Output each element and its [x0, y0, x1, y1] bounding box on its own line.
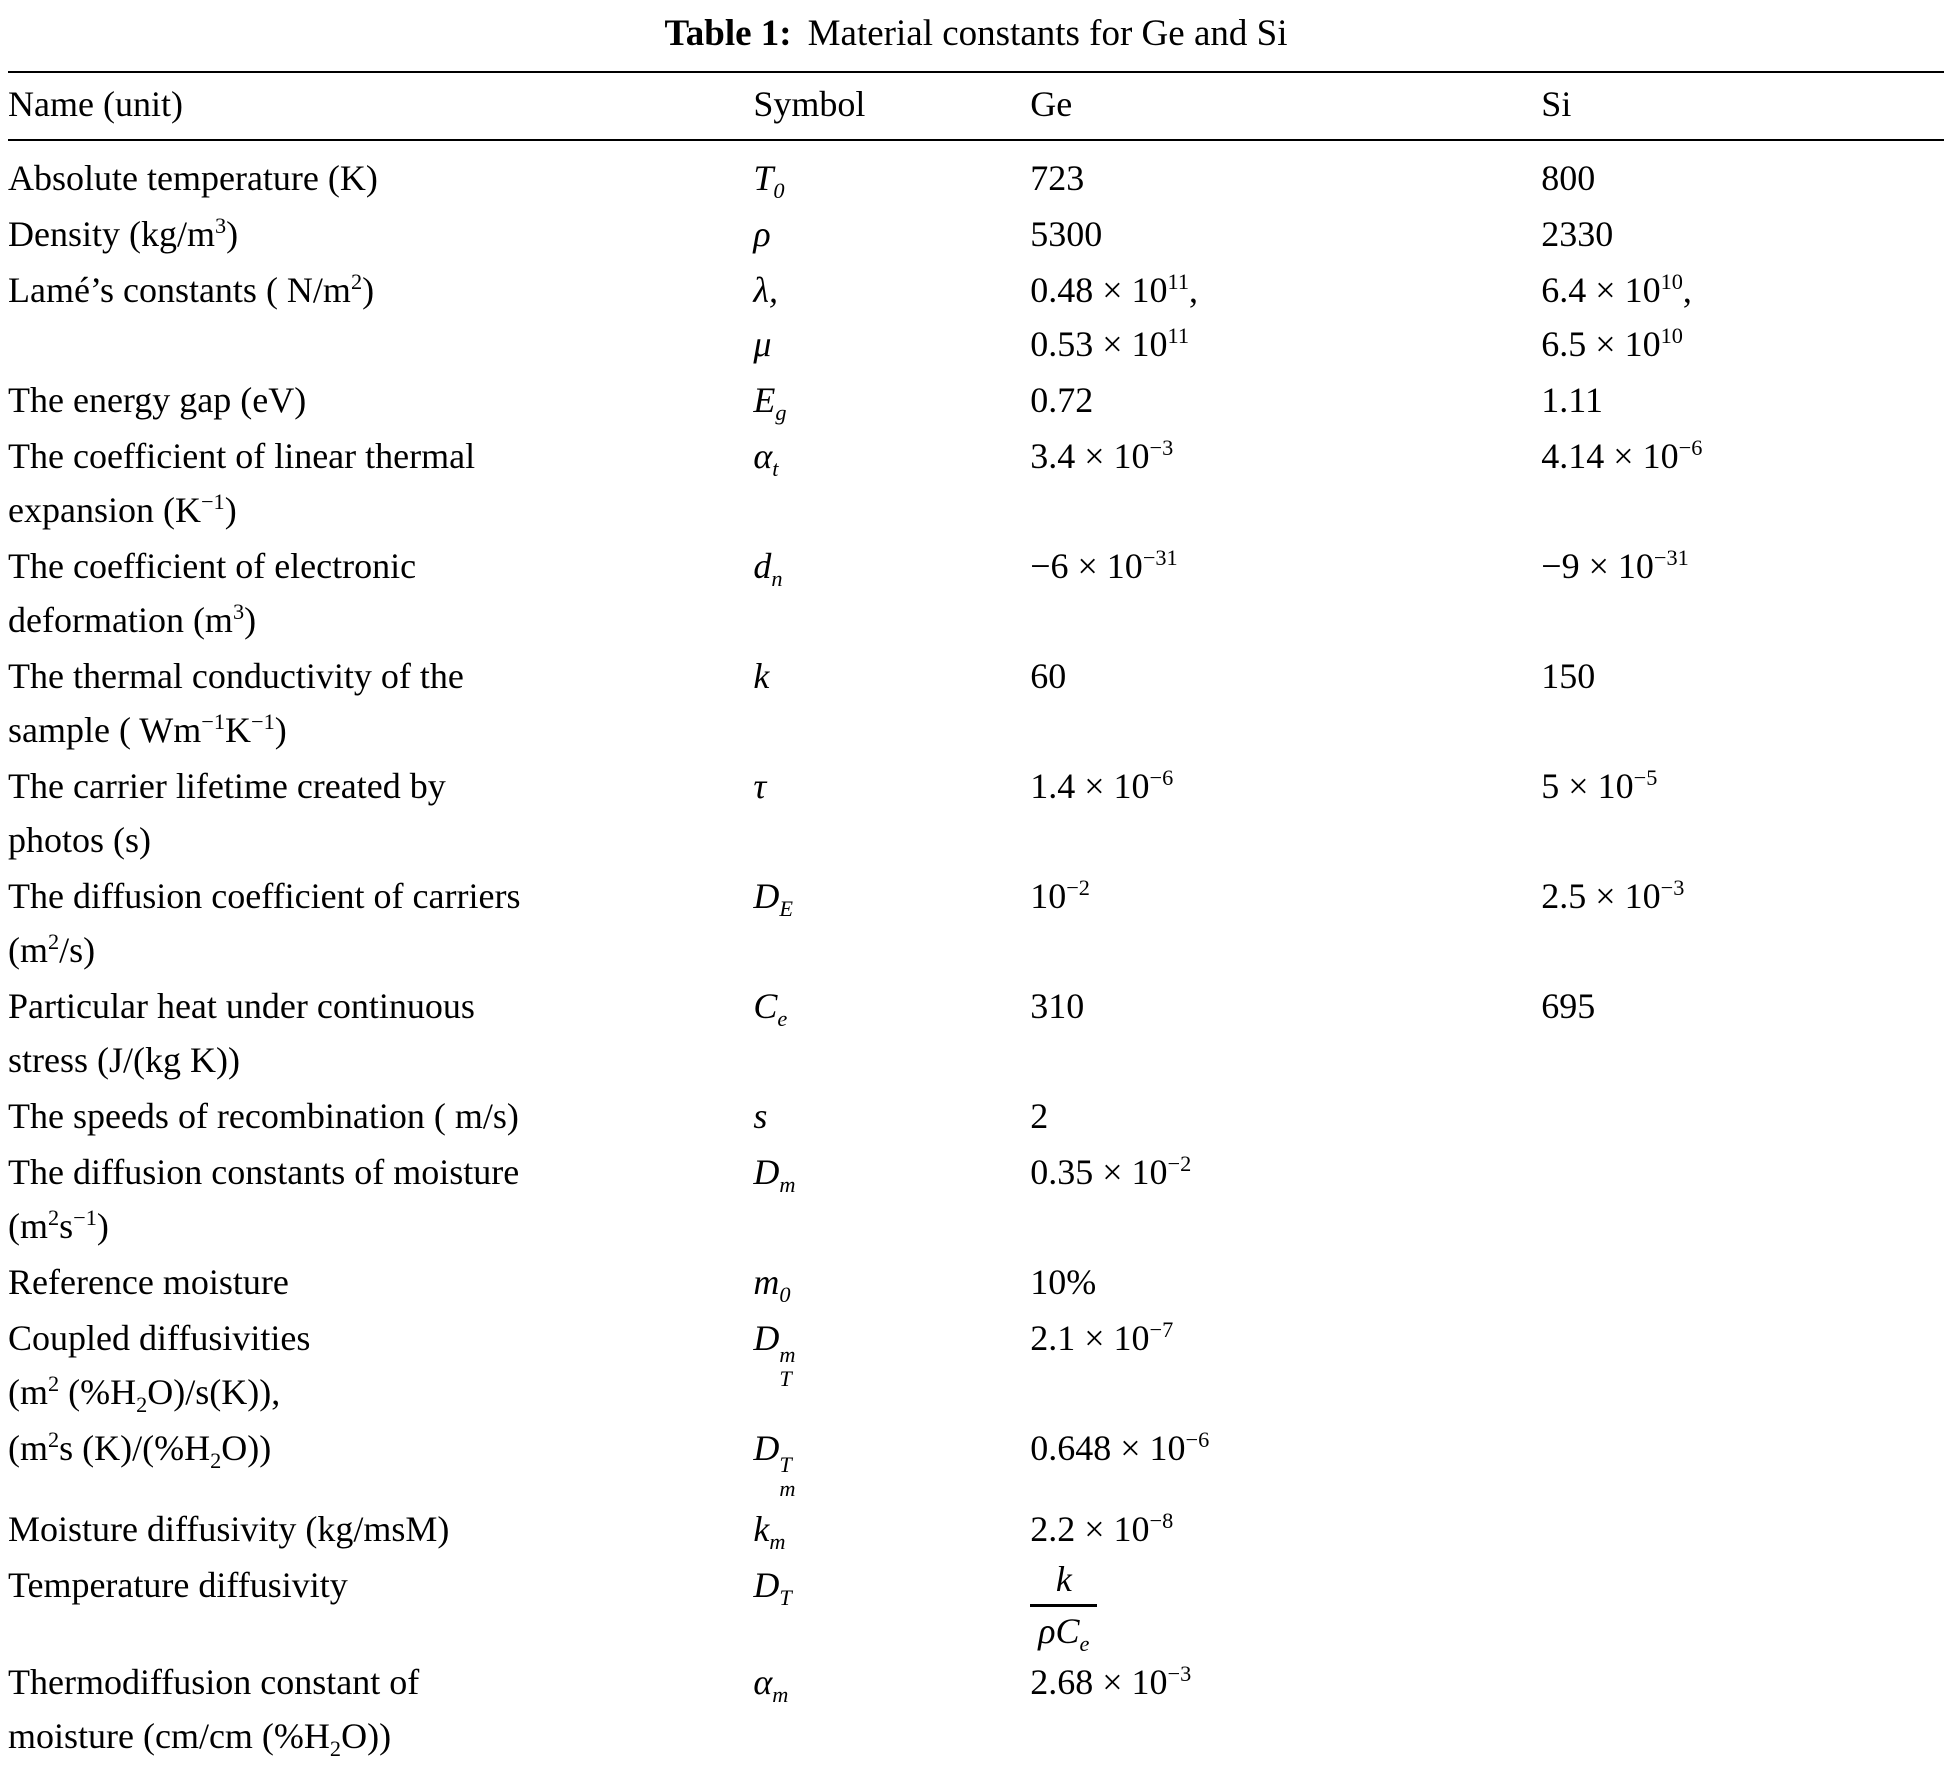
symbol-cell: $\alpha_m$ — [753, 1662, 789, 1708]
symbol-cell: $T_0$ — [753, 158, 785, 204]
ge-value-cell: $2.2 \times 10^{-8}$ — [1030, 1508, 1174, 1550]
name-cell: The diffusion coefficient of carriers $(m^2/s)$ — [8, 876, 521, 970]
ge-value-cell: 5300 — [1030, 214, 1103, 254]
symbol-cell: $d_n$ — [753, 546, 783, 592]
table-row — [8, 1254, 1944, 1310]
table-row — [8, 1310, 1944, 1420]
name-cell: Particular heat under continuous stress (J/(kg K)) — [8, 986, 475, 1080]
symbol-cell: $m_0$ — [753, 1262, 791, 1308]
symbol-cell: τ — [753, 766, 767, 806]
symbol-cell: $D_T$ — [753, 1565, 792, 1611]
name-cell: The diffusion constants of moisture $(m^2s^{-1})$ — [8, 1152, 520, 1246]
symbol-cell: $E_g$ — [753, 380, 787, 426]
symbol-cell: $C_e$ — [753, 986, 788, 1032]
si-value-cell: $4.14 \times 10^{-6}$ — [1541, 435, 1703, 476]
ge-value-cell: 2 — [1030, 1096, 1049, 1136]
table-row — [8, 758, 1944, 868]
ge-value-cell: 60 — [1030, 656, 1067, 696]
table-row — [8, 978, 1944, 1088]
si-value-cell: 800 — [1541, 158, 1596, 198]
symbol-cell: D T m — [753, 1428, 796, 1501]
header-symbol: Symbol — [753, 72, 1030, 140]
name-cell: Temperature diffusivity — [8, 1565, 348, 1606]
header-name-unit: Name (unit) — [8, 72, 753, 140]
header-si: Si — [1541, 72, 1944, 140]
si-value-cell — [1541, 1501, 1944, 1557]
table-caption-text: Material constants for Ge and Si — [807, 13, 1288, 54]
ge-value-cell: $1.4 \times 10^{-6}$ — [1030, 765, 1174, 806]
name-cell: Thermodiffusion constant of moisture (cm/cm $(\%H_2O)$) — [8, 1662, 420, 1762]
si-value-cell: $5 \times 10^{-5}$ — [1541, 765, 1658, 806]
symbol-cell: k — [753, 656, 770, 696]
name-cell: Lamé’s constants ( $N/m^2$) — [8, 269, 375, 310]
table-row — [8, 538, 1944, 648]
table-row — [8, 1501, 1944, 1557]
si-value-cell: $-9 \times 10^{-31}$ — [1541, 545, 1689, 586]
si-value-cell — [1541, 1144, 1944, 1254]
name-cell: Density $(kg/m^3)$ — [8, 213, 239, 254]
table-row — [8, 1654, 1944, 1771]
name-cell: ($m^2s$ $(K)/(\%H_2O)$) — [8, 1427, 272, 1474]
symbol-cell: $D_E$ — [753, 876, 793, 922]
ge-value-cell: $0.48 \times 10^{11}$, $0.53 \times 10^{11}$ — [1030, 269, 1198, 364]
si-value-cell: 2330 — [1541, 214, 1614, 254]
table-row — [8, 1557, 1944, 1654]
name-cell: Coupled diffusivities ($m^2$ $(\%H_2O)/s(K)$), — [8, 1318, 311, 1418]
ge-value-cell: $\frac{k}{\rho C_e}$ — [1030, 1557, 1541, 1654]
si-value-cell — [1541, 1654, 1944, 1771]
si-value-cell: 695 — [1541, 986, 1596, 1026]
header-ge: Ge — [1030, 72, 1541, 140]
name-cell: The coefficient of linear thermal expansion $(K^{-1})$ — [8, 436, 476, 530]
table-row — [8, 1088, 1944, 1144]
ge-value-cell: 310 — [1030, 986, 1085, 1026]
table-row — [8, 372, 1944, 428]
table-caption — [8, 12, 1944, 55]
table-row — [8, 1420, 1944, 1501]
name-cell: The thermal conductivity of the sample ( $Wm^{-1}K^{-1}$) — [8, 656, 464, 750]
symbol-cell: $D_m$ — [753, 1152, 796, 1198]
si-value-cell: 150 — [1541, 656, 1596, 696]
ge-value-cell: $10^{-2}$ — [1030, 875, 1090, 916]
name-cell: The carrier lifetime created by photos (s) — [8, 766, 446, 860]
si-value-cell: 1.11 — [1541, 380, 1603, 420]
ge-value-cell: $0.648 \times 10^{-6}$ — [1030, 1427, 1210, 1468]
symbol-cell: ρ — [753, 214, 771, 254]
symbol-cell: $k_m$ — [753, 1509, 786, 1555]
ge-value-cell: 723 — [1030, 158, 1085, 198]
table-row — [8, 1144, 1944, 1254]
si-value-cell: $6.4 \times 10^{10}$, $6.5 \times 10^{10}$ — [1541, 269, 1692, 364]
symbol-cell: s — [753, 1096, 768, 1136]
si-value-cell — [1541, 1088, 1944, 1144]
ge-value-cell: $2.68 \times 10^{-3}$ — [1030, 1661, 1192, 1703]
name-cell: The speeds of recombination ( m/s) — [8, 1096, 519, 1136]
symbol-cell: $\alpha_t$ — [753, 436, 779, 482]
table-header — [8, 72, 1944, 140]
si-value-cell — [1541, 1254, 1944, 1310]
table-row — [8, 428, 1944, 538]
ge-value-cell: $-6 \times 10^{-31}$ — [1030, 545, 1178, 586]
table-caption-label: Table 1: — [664, 13, 792, 54]
symbol-cell: λ, μ — [753, 270, 778, 364]
ge-value-cell: 10% — [1030, 1262, 1097, 1302]
name-cell: The energy gap (eV) — [8, 380, 307, 420]
table-row — [8, 206, 1944, 262]
name-cell: Absolute temperature (K) — [8, 158, 378, 198]
si-value-cell — [1541, 1420, 1944, 1501]
table-body — [8, 140, 1944, 1771]
si-value-cell — [1541, 1557, 1944, 1654]
name-cell: Reference moisture — [8, 1262, 289, 1302]
table-row — [8, 262, 1944, 372]
table-row — [8, 868, 1944, 978]
si-value-cell — [1541, 1310, 1944, 1420]
si-value-cell: $2.5 \times 10^{-3}$ — [1541, 875, 1685, 916]
table-row — [8, 140, 1944, 206]
symbol-cell: D m T — [753, 1318, 796, 1391]
ge-value-cell: $0.35 \times 10^{-2}$ — [1030, 1151, 1192, 1192]
table-header-row — [8, 72, 1944, 140]
material-constants-table — [8, 71, 1944, 1771]
name-cell: Moisture diffusivity (kg/msM) — [8, 1509, 450, 1550]
ge-value-cell: $3.4 \times 10^{-3}$ — [1030, 435, 1174, 476]
name-cell: The coefficient of electronic deformation $(m^3)$ — [8, 546, 417, 640]
ge-value-cell: $2.1 \times 10^{-7}$ — [1030, 1317, 1174, 1358]
table-row — [8, 648, 1944, 758]
ge-value-cell: 0.72 — [1030, 380, 1094, 420]
